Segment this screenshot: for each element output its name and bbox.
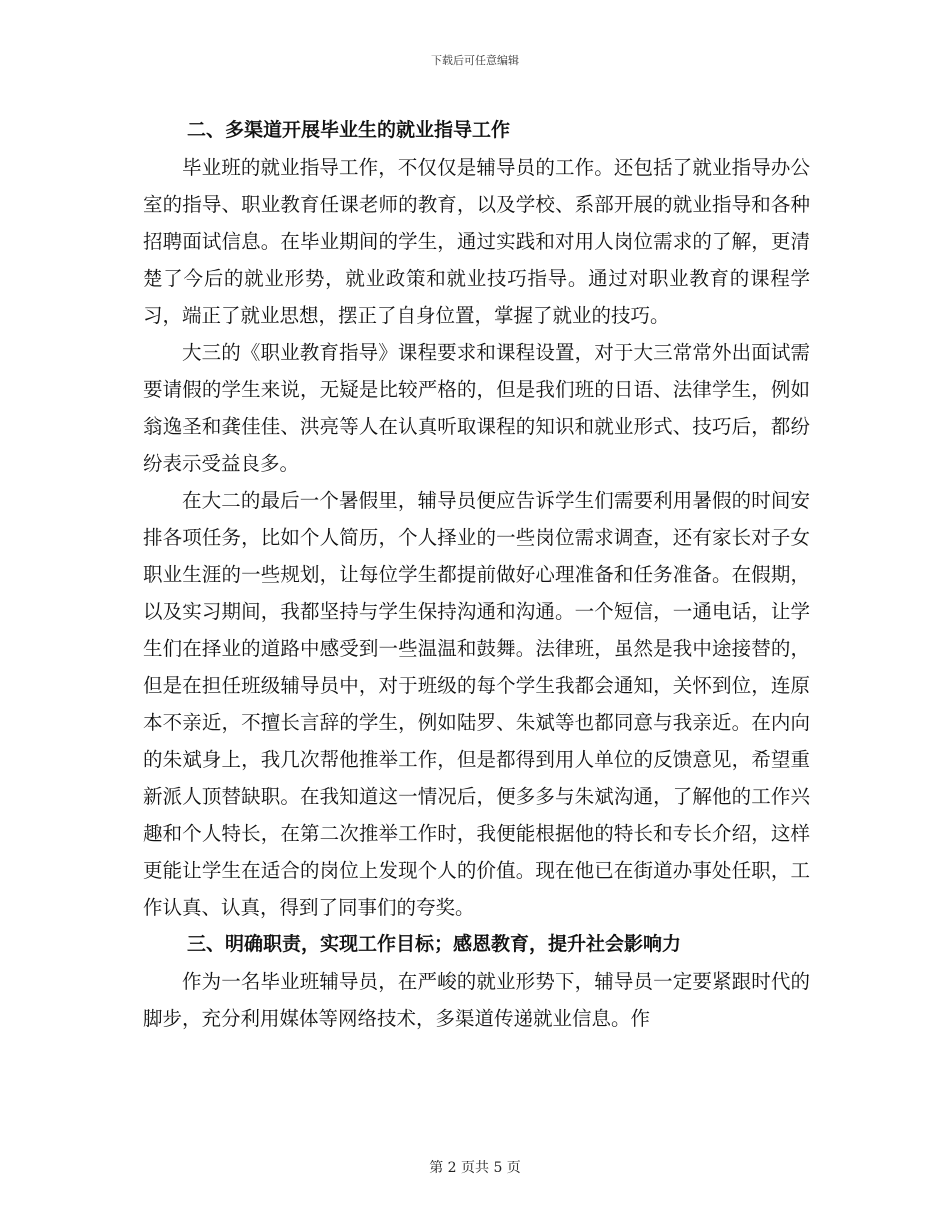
section-heading-2: 二、多渠道开展毕业生的就业指导工作 — [187, 119, 511, 141]
paragraph-4: 作为一名毕业班辅导员，在严峻的就业形势下，辅导员一定要紧跟时代的脚步，充分利用媒体等网络技术，多渠道传递就业信息。作 — [143, 970, 810, 1030]
paragraph-2: 大三的《职业教育指导》课程要求和课程设置，对于大三常常外出面试需要请假的学生来说，无疑是比较严格的，但是我们班的日语、法律学生，例如翁逸圣和龚佳佳、洪亮等人在认真听取课程的知识和就业形式、技巧后，都纷纷表示受益良多。 — [143, 341, 810, 475]
header-note: 下载后可任意编辑 — [431, 54, 519, 67]
paragraph-3: 在大二的最后一个暑假里，辅导员便应告诉学生们需要利用暑假的时间安排各项任务，比如个人简历，个人择业的一些岗位需求调查，还有家长对子女职业生涯的一些规划，让每位学生都提前做好心理准备和任务准备。在假期，以及实习期间，我都坚持与学生保持沟通和沟通。一个短信，一通电话，让学生们在择业的道路中感受到一些温温和鼓舞。法律班，虽然是我中途接替的，但是在担任班级辅导员中，对于班级的每个学生我都会通知，关怀到位，连原本不亲近，不擅长言辞的学生，例如陆罗、朱斌等也都同意与我亲近。在内向的朱斌身上，我几次帮他推举工作，但是都得到用人单位的反馈意见，希望重新派人顶替缺职。在我知道这一情况后，便多多与朱斌沟通，了解他的工作兴趣和个人特长，在第二次推举工作时，我便能根据他的特长和专长介绍，这样更能让学生在适合的岗位上发现个人的价值。现在他已在街道办事处任职，工作认真、认真，得到了同事们的夸奖。 — [143, 489, 810, 919]
section-heading-3: 三、明确职责，实现工作目标；感恩教育，提升社会影响力 — [187, 933, 682, 955]
page-number: 第 2 页共 5 页 — [429, 1160, 521, 1176]
paragraph-1: 毕业班的就业指导工作，不仅仅是辅导员的工作。还包括了就业指导办公室的指导、职业教育任课老师的教育，以及学校、系部开展的就业指导和各种招聘面试信息。在毕业期间的学生，通过实践和对用人岗位需求的了解，更清楚了今后的就业形势，就业政策和就业技巧指导。通过对职业教育的课程学习，端正了就业思想，摆正了自身位置，掌握了就业的技巧。 — [143, 156, 810, 327]
document-body — [143, 112, 810, 1037]
